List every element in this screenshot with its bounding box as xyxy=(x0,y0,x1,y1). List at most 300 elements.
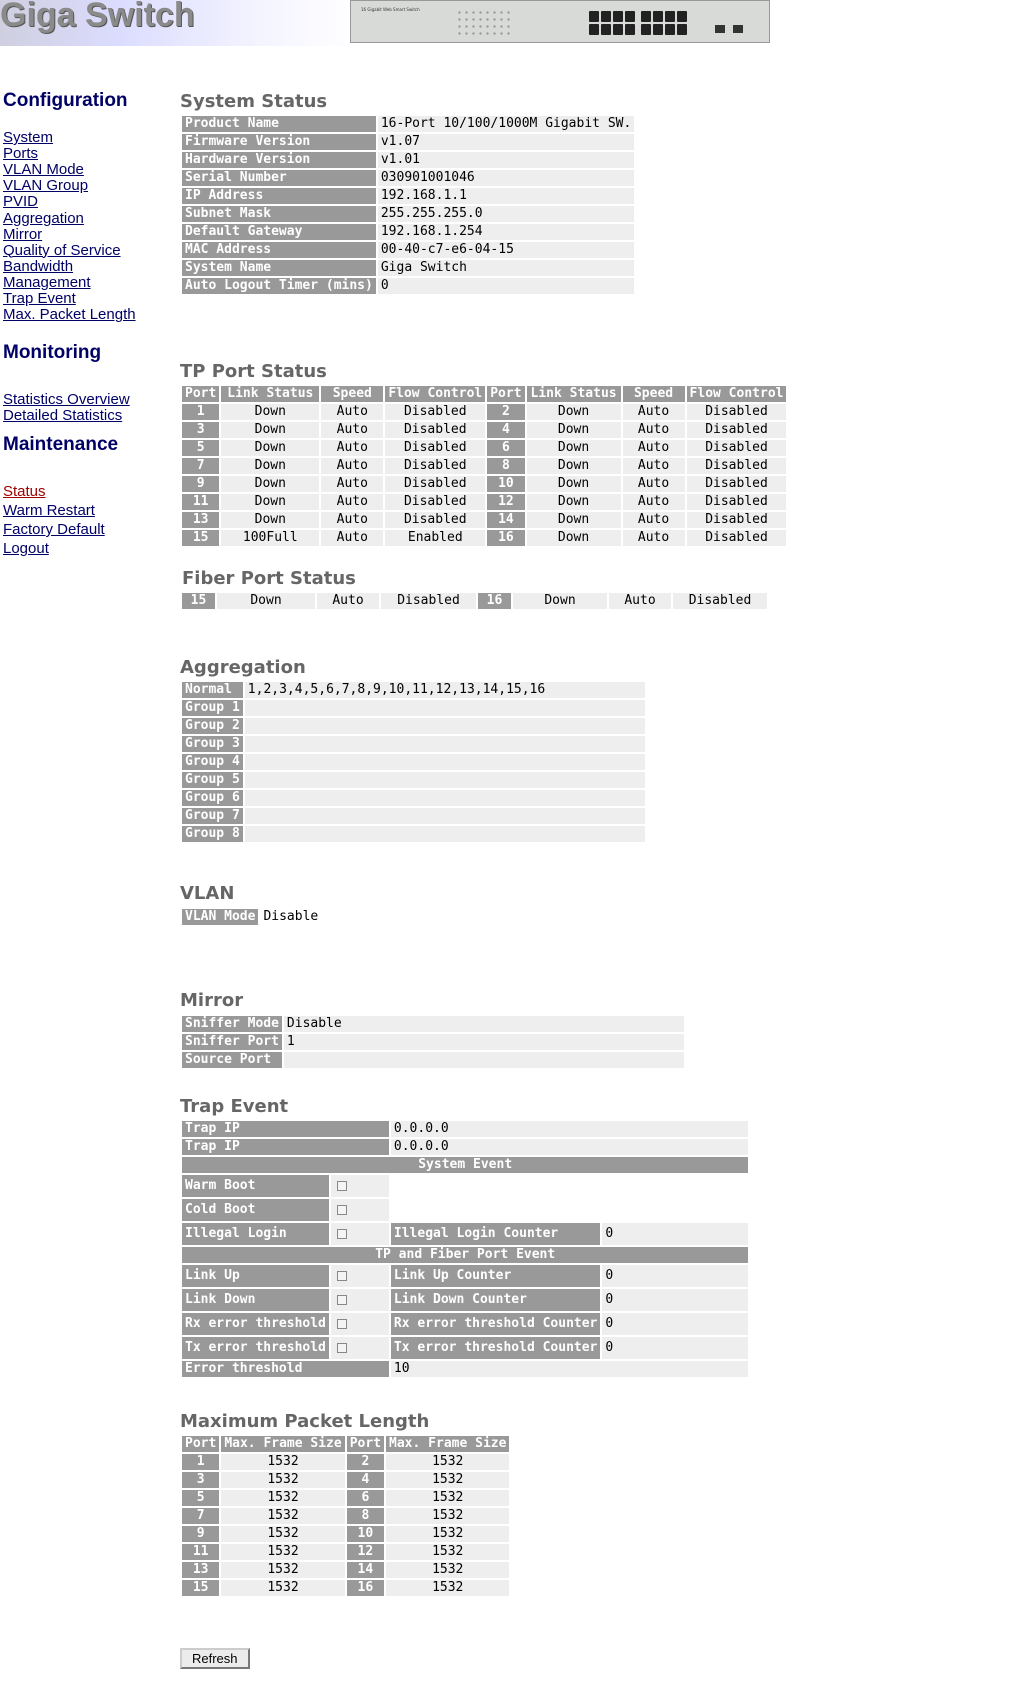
device-port-top xyxy=(625,11,635,22)
port-status-cell: Auto xyxy=(623,530,685,546)
aggregation-group-ports xyxy=(245,790,645,806)
port-event-checkbox-cell xyxy=(331,1289,389,1311)
nav-link-ports[interactable]: Ports xyxy=(3,145,39,163)
mirror-field-label: Sniffer Mode xyxy=(182,1016,282,1032)
table-row xyxy=(182,512,786,528)
port-event-checkbox[interactable] xyxy=(337,1295,347,1305)
trap-event-title: Trap Event xyxy=(180,1096,289,1117)
aggregation-group-label: Group 8 xyxy=(182,826,243,842)
port-event-counter-value: 0 xyxy=(602,1337,748,1359)
port-status-cell: Auto xyxy=(623,494,685,510)
table-row xyxy=(182,458,786,474)
port-event-header: TP and Fiber Port Event xyxy=(182,1247,748,1263)
nav-link-pvid[interactable]: PVID xyxy=(3,193,39,211)
device-port-top xyxy=(665,11,675,22)
tp-port-status-title: TP Port Status xyxy=(180,361,327,382)
port-status-cell: Auto xyxy=(321,440,383,456)
port-event-label: Tx error threshold xyxy=(182,1337,329,1359)
port-number: 9 xyxy=(182,476,219,492)
trap-ip-value: 0.0.0.0 xyxy=(391,1139,749,1155)
max-frame-size: 1532 xyxy=(386,1544,509,1560)
table-row xyxy=(182,152,634,168)
table-row xyxy=(182,476,786,492)
port-status-cell: Auto xyxy=(321,476,383,492)
port-number: 8 xyxy=(347,1508,384,1524)
port-number: 7 xyxy=(182,1508,219,1524)
aggregation-group-label: Group 2 xyxy=(182,718,243,734)
table-row xyxy=(182,206,634,222)
port-event-checkbox-cell xyxy=(331,1337,389,1359)
port-number: 11 xyxy=(182,1544,219,1560)
port-number: 8 xyxy=(487,458,524,474)
port-event-counter-label: Rx error threshold Counter xyxy=(391,1313,601,1335)
column-header: Speed xyxy=(623,386,685,402)
table-row xyxy=(182,772,645,788)
port-event-label: Rx error threshold xyxy=(182,1313,329,1335)
device-port-bottom xyxy=(601,24,611,35)
device-port-bottom xyxy=(625,24,635,35)
column-header: Port xyxy=(182,386,219,402)
table-row xyxy=(182,278,634,294)
table-row xyxy=(182,1337,748,1359)
system-status-title: System Status xyxy=(180,91,328,112)
port-status-cell: Auto xyxy=(321,530,383,546)
illegal-login-counter-value: 0 xyxy=(602,1223,748,1245)
port-number: 11 xyxy=(182,494,219,510)
column-header: Speed xyxy=(321,386,383,402)
table-row xyxy=(182,188,634,204)
column-header: Flow Control xyxy=(385,386,485,402)
fiber-port-status-title: Fiber Port Status xyxy=(182,568,356,589)
port-status-cell: Disabled xyxy=(385,512,485,528)
port-status-cell: Disabled xyxy=(687,458,787,474)
illegal-login-counter-label: Illegal Login Counter xyxy=(391,1223,601,1245)
column-header: Link Status xyxy=(527,386,621,402)
nav-link-system[interactable]: System xyxy=(3,129,54,146)
cold-boot-label: Cold Boot xyxy=(182,1199,329,1221)
port-number: 15 xyxy=(182,530,219,546)
port-status-cell: Disabled xyxy=(673,593,767,609)
nav-link-warm-restart[interactable]: Warm Restart xyxy=(3,502,95,519)
system-field-label: Auto Logout Timer (mins) xyxy=(182,278,376,294)
mirror-field-value: 1 xyxy=(284,1034,684,1050)
max-frame-size: 1532 xyxy=(386,1562,509,1578)
nav-link-trap-event[interactable]: Trap Event xyxy=(3,290,76,307)
mirror-field-label: Source Port xyxy=(182,1052,282,1068)
aggregation-group-ports xyxy=(245,700,645,716)
mirror-field-value: Disable xyxy=(284,1016,684,1032)
table-row xyxy=(182,116,634,132)
table-row xyxy=(182,593,767,609)
port-status-cell: Disabled xyxy=(385,494,485,510)
port-status-cell: Down xyxy=(221,494,319,510)
device-port-top xyxy=(641,11,651,22)
aggregation-group-label: Group 5 xyxy=(182,772,243,788)
table-row xyxy=(182,224,634,240)
port-event-counter-value: 0 xyxy=(602,1289,748,1311)
error-threshold-label: Error threshold xyxy=(182,1361,389,1377)
cold-boot-checkbox[interactable] xyxy=(337,1205,347,1215)
port-status-cell: Disabled xyxy=(385,440,485,456)
aggregation-group-ports xyxy=(245,736,645,752)
port-event-checkbox-cell xyxy=(331,1265,389,1287)
port-number: 13 xyxy=(182,512,219,528)
max-frame-size: 1532 xyxy=(386,1490,509,1506)
port-status-cell: Down xyxy=(221,440,319,456)
port-number: 14 xyxy=(347,1562,384,1578)
port-status-cell: Down xyxy=(221,422,319,438)
table-row xyxy=(182,1034,684,1050)
port-number: 15 xyxy=(182,593,215,609)
port-status-cell: Down xyxy=(221,512,319,528)
table-row xyxy=(182,1472,509,1488)
mirror-field-label: Sniffer Port xyxy=(182,1034,282,1050)
vlan-title: VLAN xyxy=(180,883,235,904)
error-threshold-value: 10 xyxy=(391,1361,749,1377)
table-row xyxy=(182,422,786,438)
port-event-counter-label: Link Down Counter xyxy=(391,1289,601,1311)
port-event-checkbox[interactable] xyxy=(337,1271,347,1281)
port-number: 10 xyxy=(347,1526,384,1542)
refresh-button[interactable]: Refresh xyxy=(180,1648,250,1669)
table-row xyxy=(182,826,645,842)
device-port-bottom xyxy=(665,24,675,35)
aggregation-group-label: Group 1 xyxy=(182,700,243,716)
nav-heading-monitoring: Monitoring xyxy=(3,342,102,363)
system-field-label: Product Name xyxy=(182,116,376,132)
port-status-cell: Auto xyxy=(623,404,685,420)
table-row xyxy=(182,718,645,734)
port-status-cell: Auto xyxy=(321,404,383,420)
table-row xyxy=(182,808,645,824)
port-status-cell: Disabled xyxy=(687,476,787,492)
port-event-label: Link Down xyxy=(182,1289,329,1311)
device-port-bottom xyxy=(677,24,687,35)
device-port-top xyxy=(613,11,623,22)
fiber-port-status-table xyxy=(180,591,769,611)
table-row xyxy=(182,1526,509,1542)
port-event-checkbox-cell xyxy=(331,1313,389,1335)
mirror-table xyxy=(180,1014,686,1070)
page-header xyxy=(0,0,1023,46)
system-field-label: MAC Address xyxy=(182,242,376,258)
aggregation-group-ports xyxy=(245,772,645,788)
port-status-cell: Disabled xyxy=(385,458,485,474)
system-field-label: Subnet Mask xyxy=(182,206,376,222)
max-frame-size: 1532 xyxy=(221,1562,344,1578)
port-status-cell: Disabled xyxy=(381,593,476,609)
aggregation-group-label: Group 6 xyxy=(182,790,243,806)
port-number: 1 xyxy=(182,404,219,420)
nav-link-vlan-mode[interactable]: VLAN Mode xyxy=(3,161,84,179)
port-status-cell: Down xyxy=(527,530,621,546)
max-frame-size: 1532 xyxy=(221,1472,344,1488)
max-frame-size: 1532 xyxy=(221,1490,344,1506)
table-row xyxy=(182,170,634,186)
nav-link-bandwidth[interactable]: Bandwidth xyxy=(3,257,74,275)
port-status-cell: Auto xyxy=(609,593,671,609)
port-status-cell: Auto xyxy=(623,440,685,456)
table-row xyxy=(182,1508,509,1524)
nav-link-mirror[interactable]: Mirror xyxy=(3,225,43,243)
column-header: Max. Frame Size xyxy=(386,1436,509,1452)
port-status-cell: Auto xyxy=(623,476,685,492)
aggregation-group-label: Group 4 xyxy=(182,754,243,770)
port-status-cell: 100Full xyxy=(221,530,319,546)
column-header: Port xyxy=(347,1436,384,1452)
port-status-cell: Auto xyxy=(321,422,383,438)
port-status-cell: Disabled xyxy=(385,476,485,492)
port-event-counter-value: 0 xyxy=(602,1265,748,1287)
device-led-panel xyxy=(456,9,511,35)
table-row xyxy=(182,242,634,258)
port-number: 1 xyxy=(182,1454,219,1470)
system-field-label: System Name xyxy=(182,260,376,276)
port-status-cell: Auto xyxy=(321,494,383,510)
table-row xyxy=(182,404,786,420)
table-row xyxy=(182,700,645,716)
device-port-bottom xyxy=(589,24,599,35)
column-header: Link Status xyxy=(221,386,319,402)
port-number: 6 xyxy=(347,1490,384,1506)
aggregation-table xyxy=(180,680,647,844)
column-header: Port xyxy=(182,1436,219,1452)
table-row xyxy=(182,790,645,806)
system-field-value: v1.07 xyxy=(378,134,634,150)
aggregation-group-label: Group 7 xyxy=(182,808,243,824)
table-row xyxy=(182,494,786,510)
mirror-field-value xyxy=(284,1052,684,1068)
port-status-cell: Down xyxy=(221,458,319,474)
max-frame-size: 1532 xyxy=(221,1544,344,1560)
nav-link-status[interactable]: Status xyxy=(3,483,46,500)
table-row xyxy=(182,736,645,752)
aggregation-group-ports xyxy=(245,808,645,824)
system-field-value: Giga Switch xyxy=(378,260,634,276)
system-field-label: IP Address xyxy=(182,188,376,204)
column-header: Flow Control xyxy=(687,386,787,402)
port-event-counter-label: Tx error threshold Counter xyxy=(391,1337,601,1359)
port-status-cell: Auto xyxy=(321,512,383,528)
nav-link-vlan-group[interactable]: VLAN Group xyxy=(3,177,89,195)
aggregation-group-ports xyxy=(245,826,645,842)
port-status-cell: Down xyxy=(527,512,621,528)
max-frame-size: 1532 xyxy=(386,1580,509,1596)
system-field-value: 030901001046 xyxy=(378,170,634,186)
vlan-mode-label: VLAN Mode xyxy=(182,909,258,925)
max-frame-size: 1532 xyxy=(386,1508,509,1524)
port-number: 3 xyxy=(182,1472,219,1488)
system-field-value: v1.01 xyxy=(378,152,634,168)
system-field-value: 192.168.1.1 xyxy=(378,188,634,204)
nav-link-logout[interactable]: Logout xyxy=(3,540,49,557)
aggregation-group-label: Normal xyxy=(182,682,243,698)
vlan-table xyxy=(180,907,323,927)
max-frame-size: 1532 xyxy=(221,1454,344,1470)
device-port-top xyxy=(589,11,599,22)
column-header: Port xyxy=(487,386,524,402)
table-row xyxy=(182,682,645,698)
system-field-value: 255.255.255.0 xyxy=(378,206,634,222)
port-event-checkbox[interactable] xyxy=(337,1319,347,1329)
port-number: 9 xyxy=(182,1526,219,1542)
vlan-mode-value: Disable xyxy=(260,909,321,925)
port-status-cell: Auto xyxy=(623,512,685,528)
port-number: 6 xyxy=(487,440,524,456)
port-status-cell: Disabled xyxy=(687,440,787,456)
trap-ip-label: Trap IP xyxy=(182,1139,389,1155)
system-field-label: Default Gateway xyxy=(182,224,376,240)
port-number: 4 xyxy=(487,422,524,438)
port-number: 2 xyxy=(487,404,524,420)
nav-link-max-packet-length[interactable]: Max. Packet Length xyxy=(3,306,136,324)
port-event-label: Link Up xyxy=(182,1265,329,1287)
port-status-cell: Auto xyxy=(321,458,383,474)
illegal-login-checkbox[interactable] xyxy=(337,1229,347,1239)
nav-link-statistics-overview[interactable]: Statistics Overview xyxy=(3,391,130,408)
system-field-value: 16-Port 10/100/1000M Gigabit SW. xyxy=(378,116,634,132)
port-status-cell: Disabled xyxy=(687,530,787,546)
table-row xyxy=(182,1544,509,1560)
port-status-cell: Auto xyxy=(623,458,685,474)
port-status-cell: Down xyxy=(217,593,315,609)
port-number: 7 xyxy=(182,458,219,474)
aggregation-group-ports xyxy=(245,754,645,770)
table-row xyxy=(182,134,634,150)
port-event-checkbox[interactable] xyxy=(337,1343,347,1353)
port-status-cell: Down xyxy=(221,404,319,420)
port-status-cell: Enabled xyxy=(385,530,485,546)
port-status-cell: Disabled xyxy=(687,404,787,420)
table-row xyxy=(182,1313,748,1335)
device-label: 16 Gigabit Web Smart Switch xyxy=(361,7,420,12)
device-sfp-port xyxy=(733,25,743,33)
port-status-cell: Auto xyxy=(623,422,685,438)
port-status-cell: Down xyxy=(527,422,621,438)
table-row xyxy=(182,1265,748,1287)
trap-ip-label: Trap IP xyxy=(182,1121,389,1137)
system-field-label: Hardware Version xyxy=(182,152,376,168)
table-row xyxy=(182,754,645,770)
aggregation-group-label: Group 3 xyxy=(182,736,243,752)
system-field-value: 0 xyxy=(378,278,634,294)
max-frame-size: 1532 xyxy=(221,1526,344,1542)
device-port-bottom xyxy=(641,24,651,35)
trap-ip-value: 0.0.0.0 xyxy=(391,1121,749,1137)
switch-device-image xyxy=(350,0,770,43)
table-row xyxy=(182,1052,684,1068)
max-frame-size: 1532 xyxy=(386,1472,509,1488)
port-number: 5 xyxy=(182,1490,219,1506)
system-field-label: Serial Number xyxy=(182,170,376,186)
port-status-cell: Down xyxy=(513,593,607,609)
port-status-cell: Disabled xyxy=(385,404,485,420)
nav-link-aggregation[interactable]: Aggregation xyxy=(3,209,84,227)
device-port-top xyxy=(653,11,663,22)
port-status-cell: Disabled xyxy=(385,422,485,438)
aggregation-group-ports xyxy=(245,718,645,734)
nav-heading-maintenance: Maintenance xyxy=(3,434,119,455)
nav-link-factory-default[interactable]: Factory Default xyxy=(3,521,105,538)
port-number: 13 xyxy=(182,1562,219,1578)
illegal-login-label: Illegal Login xyxy=(182,1223,329,1245)
max-frame-size: 1532 xyxy=(386,1526,509,1542)
system-field-value: 192.168.1.254 xyxy=(378,224,634,240)
table-row xyxy=(182,1580,509,1596)
table-row xyxy=(182,530,786,546)
port-status-cell: Down xyxy=(221,476,319,492)
site-logo: Giga Switch xyxy=(0,0,195,34)
max-packet-length-title: Maximum Packet Length xyxy=(180,1411,430,1432)
port-number: 16 xyxy=(478,593,511,609)
port-number: 16 xyxy=(487,530,524,546)
port-status-cell: Down xyxy=(527,458,621,474)
device-port-top xyxy=(677,11,687,22)
max-frame-size: 1532 xyxy=(221,1580,344,1596)
port-number: 2 xyxy=(347,1454,384,1470)
table-row xyxy=(182,1490,509,1506)
tp-port-status-table xyxy=(180,384,788,548)
port-number: 12 xyxy=(487,494,524,510)
nav-link-detailed-statistics[interactable]: Detailed Statistics xyxy=(3,407,123,424)
port-event-counter-label: Link Up Counter xyxy=(391,1265,601,1287)
column-header: Max. Frame Size xyxy=(221,1436,344,1452)
table-row xyxy=(182,1289,748,1311)
table-row xyxy=(182,1454,509,1470)
warm-boot-label: Warm Boot xyxy=(182,1175,329,1197)
port-number: 14 xyxy=(487,512,524,528)
port-event-counter-value: 0 xyxy=(602,1313,748,1335)
aggregation-title: Aggregation xyxy=(180,657,306,678)
port-status-cell: Down xyxy=(527,440,621,456)
table-row xyxy=(182,440,786,456)
max-packet-length-table xyxy=(180,1434,511,1598)
port-number: 5 xyxy=(182,440,219,456)
port-number: 10 xyxy=(487,476,524,492)
system-field-value: 00-40-c7-e6-04-15 xyxy=(378,242,634,258)
port-status-cell: Disabled xyxy=(687,422,787,438)
system-event-header: System Event xyxy=(182,1157,748,1173)
port-status-cell: Down xyxy=(527,404,621,420)
table-row xyxy=(182,1562,509,1578)
port-status-cell: Disabled xyxy=(687,512,787,528)
port-status-cell: Auto xyxy=(317,593,379,609)
port-status-cell: Down xyxy=(527,476,621,492)
system-status-table xyxy=(180,114,636,296)
warm-boot-checkbox[interactable] xyxy=(337,1181,347,1191)
port-number: 16 xyxy=(347,1580,384,1596)
nav-link-management[interactable]: Management xyxy=(3,273,91,291)
port-number: 15 xyxy=(182,1580,219,1596)
max-frame-size: 1532 xyxy=(221,1508,344,1524)
port-status-cell: Disabled xyxy=(687,494,787,510)
trap-event-table xyxy=(180,1119,750,1379)
mirror-title: Mirror xyxy=(180,990,244,1011)
nav-link-quality-of-service[interactable]: Quality of Service xyxy=(3,241,121,259)
port-status-cell: Down xyxy=(527,494,621,510)
port-number: 4 xyxy=(347,1472,384,1488)
device-sfp-port xyxy=(715,25,725,33)
max-frame-size: 1532 xyxy=(386,1454,509,1470)
device-port-top xyxy=(601,11,611,22)
device-port-bottom xyxy=(613,24,623,35)
table-row xyxy=(182,1016,684,1032)
port-number: 12 xyxy=(347,1544,384,1560)
aggregation-group-ports: 1,2,3,4,5,6,7,8,9,10,11,12,13,14,15,16 xyxy=(245,682,645,698)
nav-heading-configuration: Configuration xyxy=(3,90,128,111)
system-field-label: Firmware Version xyxy=(182,134,376,150)
table-row xyxy=(182,260,634,276)
